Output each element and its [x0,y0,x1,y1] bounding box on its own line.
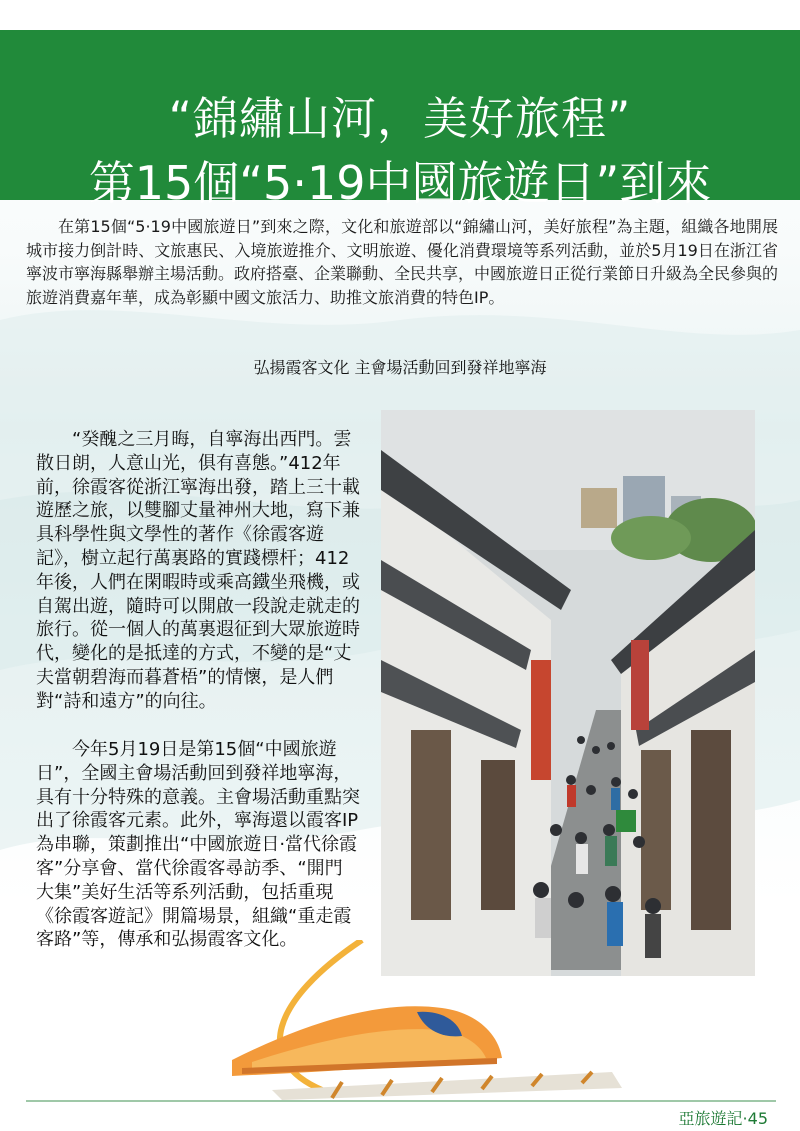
body-paragraph-2: 今年5月19日是第15個“中國旅遊日”，全國主會場活動回到發祥地寧海，具有十分特殊的意義。主會場活動重點突出了徐霞客元素。此外，寧海還以霞客IP為串聯，策劃推出“中國旅遊日·當代徐霞客”分享會、當代徐霞客尋訪季、“開門大集”美好生活等系列活動，包括重現《徐霞客遊記》開篇場景，組織“重走霞客路”等，傳承和弘揚霞客文化。 [36,739,360,951]
intro-paragraph: 在第15個“5·19中國旅遊日”到來之際，文化和旅遊部以“錦繡山河，美好旅程”為主題，組織各地開展城市接力倒計時、文旅惠民、入境旅遊推介、文明旅遊、優化消費環境等系列活動，並於5月19日在浙江省寧波市寧海縣舉辦主場活動。政府搭臺、企業聯動、全民共享，中國旅遊日正從行業節日升級為全民參與的旅遊消費嘉年華，成為彰顯中國文旅活力、助推文旅消費的特色IP。 [26,217,779,307]
page-title-line-2: 第15個“5·19中國旅遊日”到來 [88,155,712,210]
body-paragraph-1: “癸醜之三月晦，自寧海出西門。雲散日朗，人意山光，俱有喜態。”412年前，徐霞客從浙江寧海出發，踏上三十載遊歷之旅，以雙腳丈量神州大地，寫下兼具科學性與文學性的著作《徐霞客遊記》，樹立起行萬裏路的實踐標杆；412年後，人們在閑暇時或乘高鐵坐飛機，或自駕出遊，隨時可以開啟一段說走就走的旅行。從一個人的萬裏遐征到大眾旅遊時代，變化的是抵達的方式，不變的是“丈夫當朝碧海而暮蒼梧”的情懷，是人們對“詩和遠方”的向往。 [36,429,360,712]
high-speed-train-icon [212,940,642,1100]
page-title-line-1: “錦繡山河，美好旅程” [168,92,632,146]
top-margin [0,0,800,30]
old-town-street-photo [381,410,755,976]
section-subheading: 弘揚霞客文化 主會場活動回到發祥地寧海 [253,358,547,377]
page-number-label: 亞旅遊記·45 [678,1109,768,1128]
street-scene-illustration [381,410,755,976]
footer-rule [26,1100,776,1102]
